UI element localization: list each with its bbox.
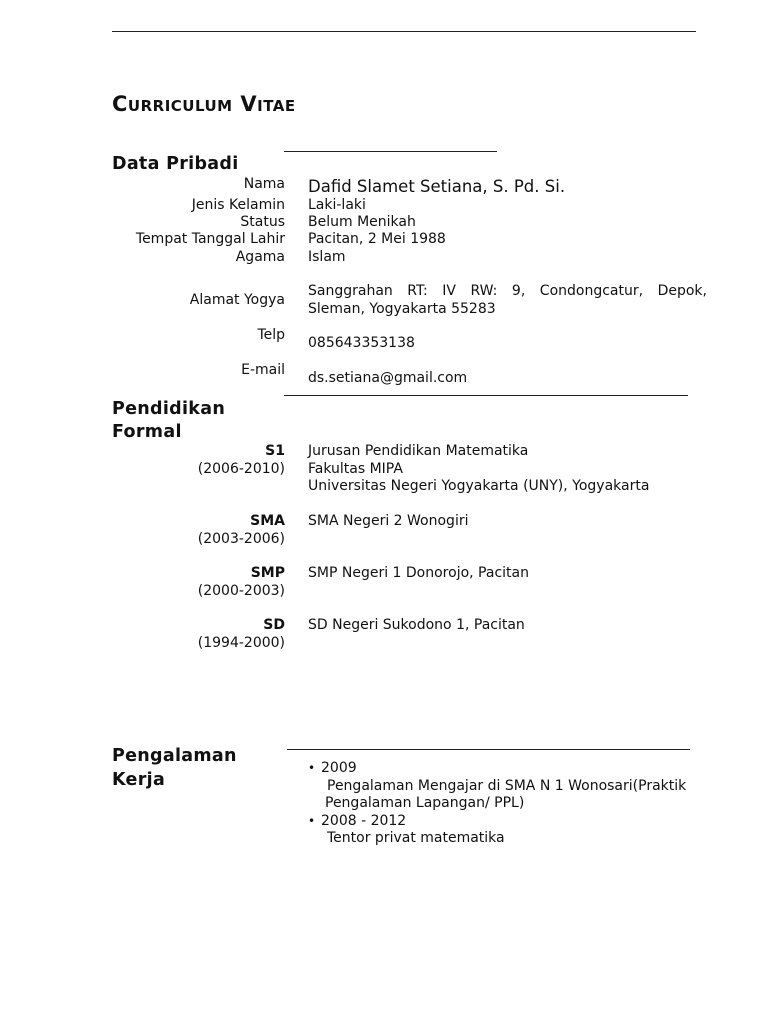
education-detail-smp: SMP Negeri 1 Donorojo, Pacitan — [308, 565, 529, 581]
label-agama: Agama — [235, 249, 285, 265]
label-jenis-kelamin: Jenis Kelamin — [191, 197, 285, 213]
bullet-icon: • — [308, 813, 316, 828]
experience-description-line1: Pengalaman Mengajar di SMA N 1 Wonosari(Praktik — [327, 777, 687, 794]
education-detail-s1-line1: Jurusan Pendidikan Matematika — [308, 443, 529, 459]
label-tempat-tanggal-lahir: Tempat Tanggal Lahir — [135, 231, 285, 247]
value-telp: 085643353138 — [308, 335, 415, 351]
label-email: E-mail — [241, 362, 285, 378]
education-detail-sd: SD Negeri Sukodono 1, Pacitan — [308, 617, 525, 633]
value-email: ds.setiana@gmail.com — [308, 370, 468, 386]
experience-list — [308, 760, 708, 848]
education-years-sd: (1994-2000) — [197, 635, 285, 651]
education-section-rule — [284, 395, 688, 396]
value-alamat-yogya: Sanggrahan RT: IV RW: 9, Condongcatur, Depok, Sleman, Yogyakarta 55283 — [308, 283, 707, 317]
education-level-sd: SD — [263, 617, 285, 633]
value-nama: Dafid Slamet Setiana, S. Pd. Si. — [308, 177, 566, 196]
personal-section-rule — [284, 151, 497, 152]
experience-year: 2009 — [321, 760, 357, 776]
value-tempat-tanggal-lahir: Pacitan, 2 Mei 1988 — [308, 231, 446, 247]
experience-section-heading-line2: Kerja — [112, 770, 166, 790]
education-detail-s1-line2: Fakultas MIPA — [308, 461, 403, 477]
education-level-sma: SMA — [250, 513, 285, 529]
personal-section-heading: Data Pribadi — [112, 154, 239, 174]
experience-year: 2008 - 2012 — [321, 812, 407, 829]
experience-section-heading-line1: Pengalaman — [112, 746, 237, 766]
education-years-s1: (2006-2010) — [197, 461, 285, 477]
experience-description-line1: Tentor privat matematika — [327, 830, 505, 846]
label-status: Status — [240, 214, 285, 230]
label-alamat-yogya: Alamat Yogya — [189, 292, 285, 308]
value-agama: Islam — [308, 249, 346, 265]
education-section-heading-line2: Formal — [112, 422, 182, 442]
education-detail-sma: SMA Negeri 2 Wonogiri — [308, 513, 469, 529]
document-title: Curriculum Vitae — [112, 92, 296, 116]
education-detail-s1-line3: Universitas Negeri Yogyakarta (UNY), Yogyakarta — [308, 478, 650, 494]
education-years-smp: (2000-2003) — [197, 583, 285, 599]
label-nama: Nama — [243, 176, 285, 192]
education-level-s1: S1 — [265, 443, 285, 459]
value-status: Belum Menikah — [308, 214, 416, 230]
bullet-icon: • — [308, 761, 316, 775]
education-level-smp: SMP — [250, 565, 285, 581]
list-item — [308, 813, 708, 848]
education-section-heading-line1: Pendidikan — [112, 399, 226, 419]
education-years-sma: (2003-2006) — [197, 531, 285, 547]
value-jenis-kelamin: Laki-laki — [308, 197, 366, 213]
list-item — [308, 760, 708, 813]
experience-section-rule — [287, 749, 690, 750]
label-telp: Telp — [257, 327, 285, 343]
experience-description-line2: Pengalaman Lapangan/ PPL) — [325, 795, 525, 811]
top-rule — [112, 31, 696, 32]
